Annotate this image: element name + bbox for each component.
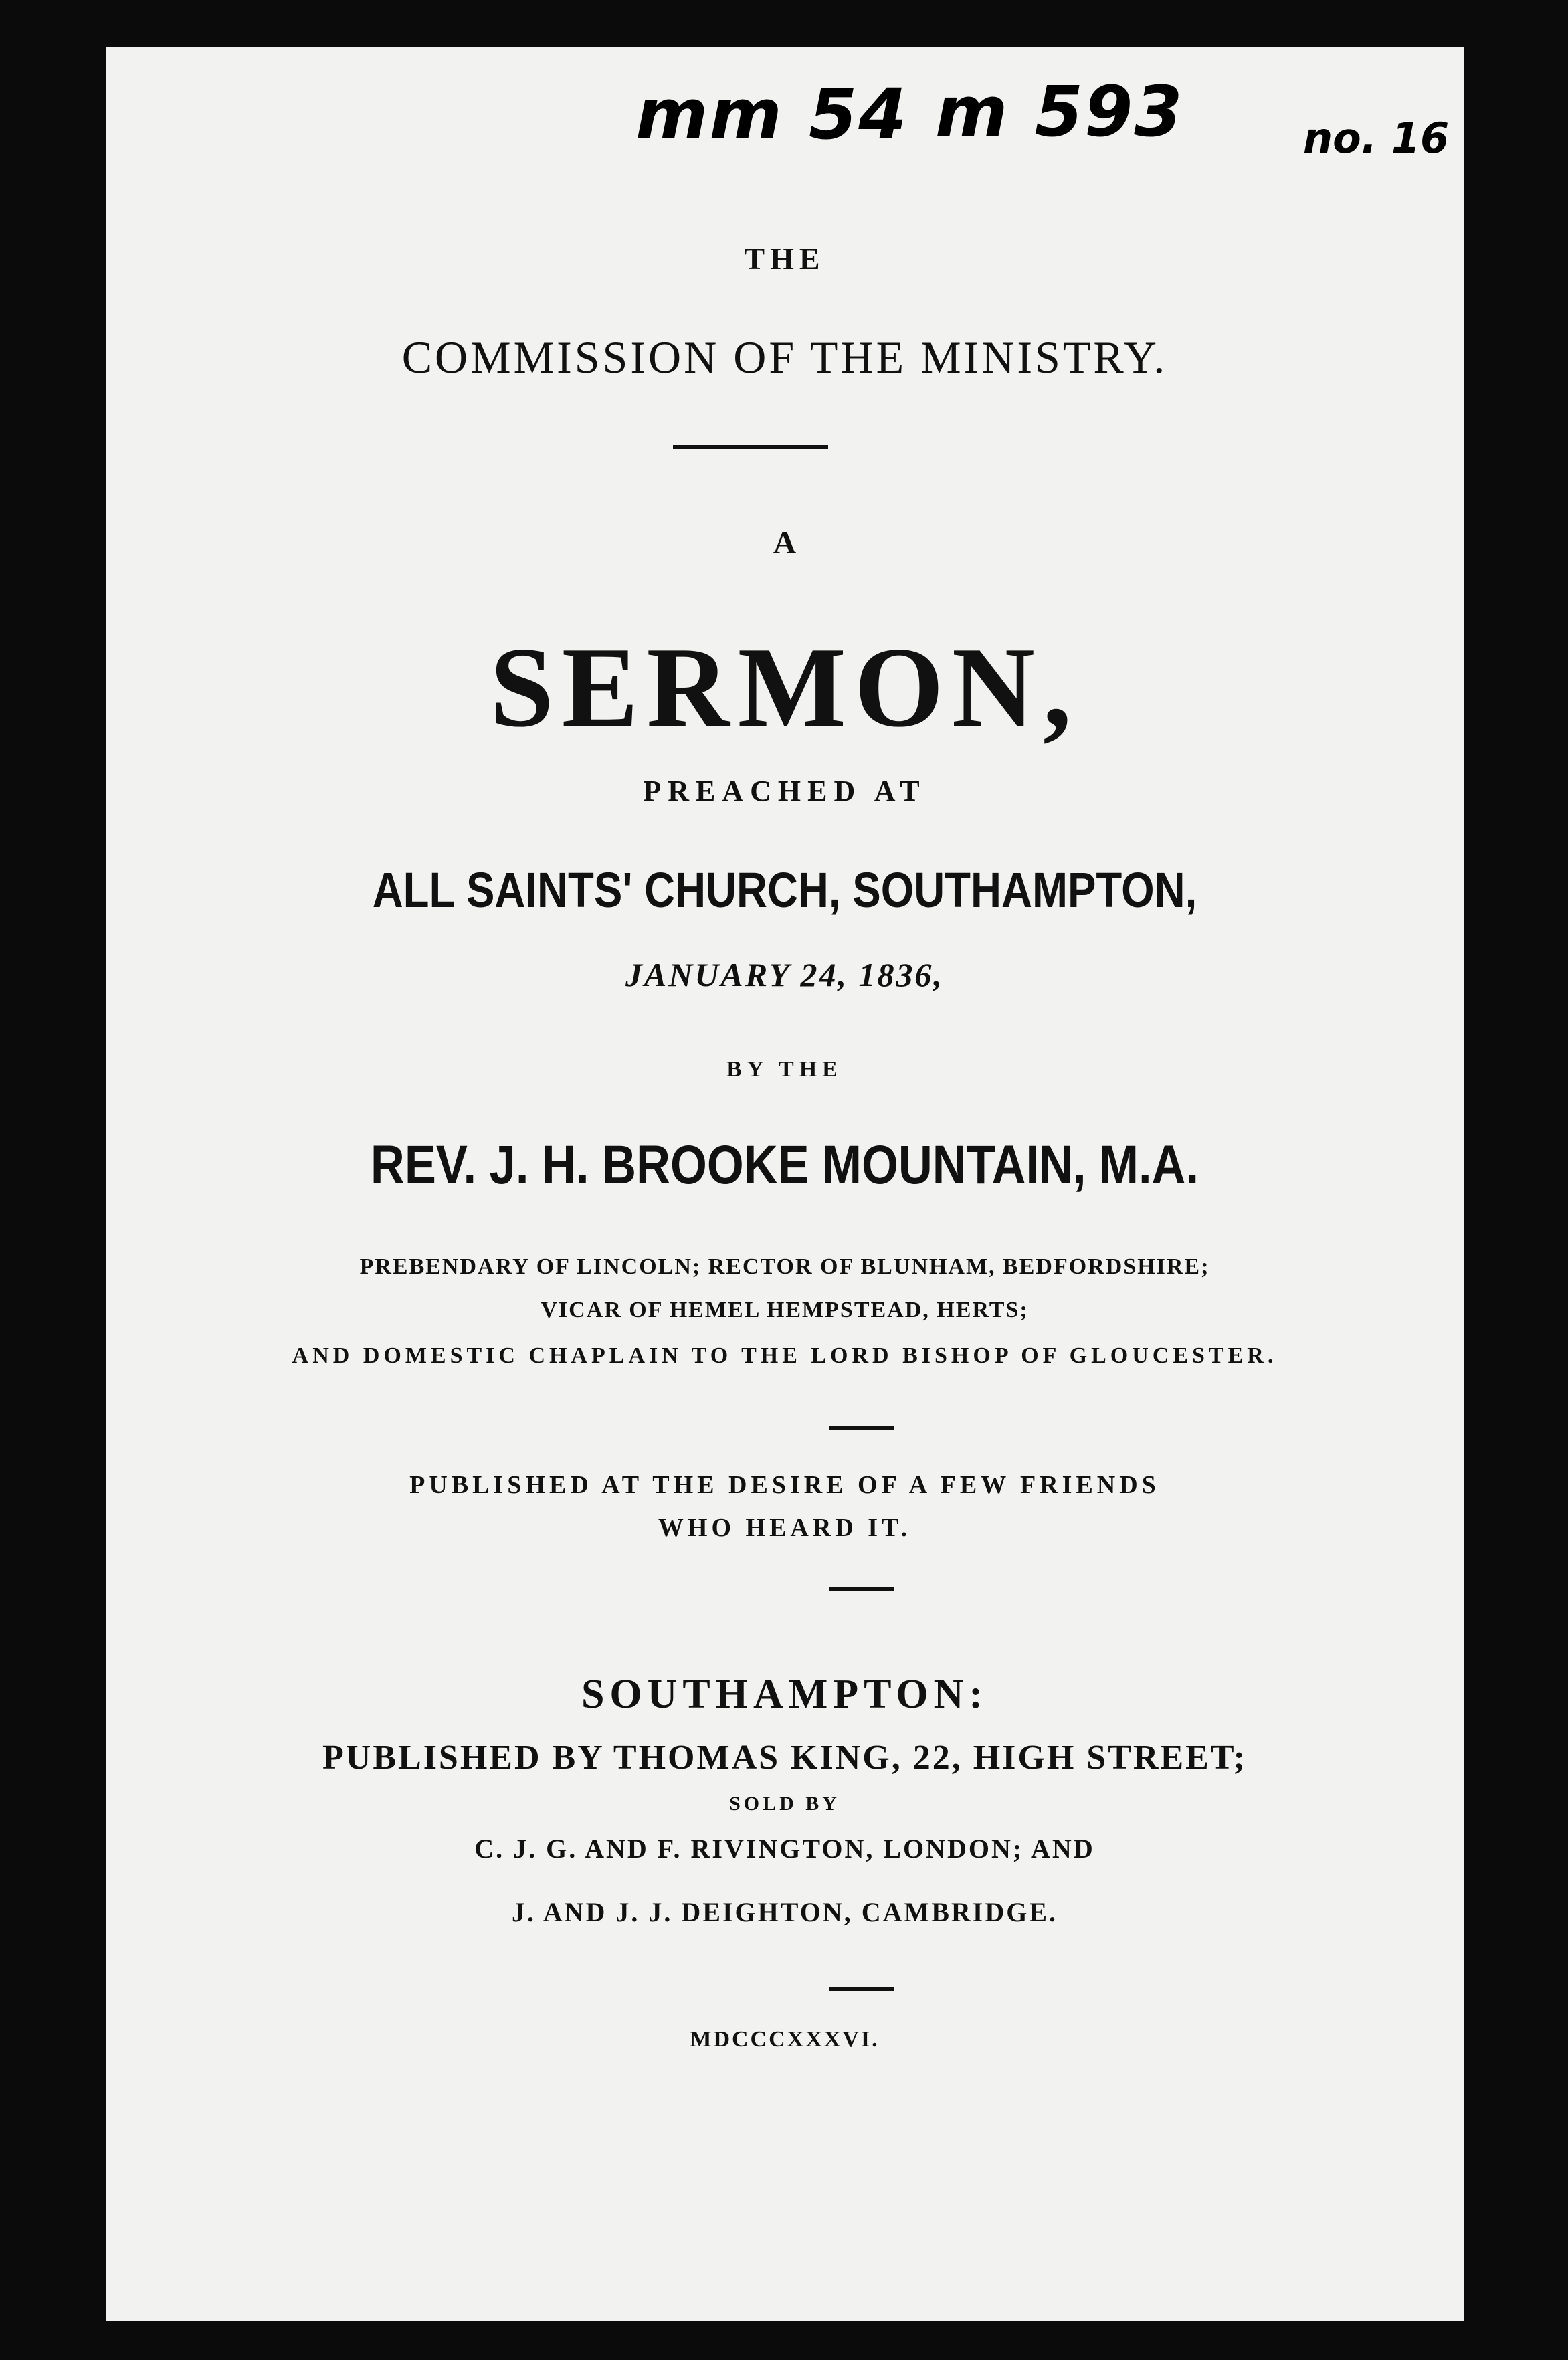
title-the: THE (744, 241, 825, 276)
sermon-date: JANUARY 24, 1836, (625, 956, 945, 993)
published-note-line-2: WHO HEARD IT. (658, 1514, 912, 1542)
document-page (106, 47, 1464, 2321)
page-title: COMMISSION OF THE MINISTRY. (401, 332, 1168, 383)
credential-line-2: VICAR OF HEMEL HEMPSTEAD, HERTS; (541, 1298, 1029, 1322)
author-name: REV. J. H. BROOKE MOUNTAIN, M.A. (370, 1135, 1199, 1195)
church-name: ALL SAINTS' CHURCH, SOUTHAMPTON, (372, 862, 1197, 918)
divider-rule (829, 1587, 894, 1591)
handwritten-catalog-left: mm 54 (635, 74, 908, 155)
publisher-line: PUBLISHED BY THOMAS KING, 22, HIGH STREET; (322, 1739, 1247, 1777)
sold-by: SOLD BY (729, 1793, 840, 1815)
article-a: A (773, 525, 797, 561)
by-the: BY THE (726, 1057, 843, 1082)
bleed-through-shadow (320, 421, 1390, 502)
preached-at: PREACHED AT (643, 775, 926, 807)
credential-line-1: PREBENDARY OF LINCOLN; RECTOR OF BLUNHAM, BEDFORDSHIRE; (359, 1254, 1210, 1279)
handwritten-number: no. 16 (1303, 114, 1450, 163)
publication-place: SOUTHAMPTON: (581, 1672, 989, 1717)
sermon-heading: SERMON, (490, 624, 1080, 751)
handwritten-catalog-right: m 593 (935, 71, 1184, 153)
publication-year: MDCCCXXXVI. (690, 2027, 880, 2052)
credential-line-3: AND DOMESTIC CHAPLAIN TO THE LORD BISHOP OF GLOUCESTER. (292, 1343, 1278, 1368)
divider-rule (829, 1987, 894, 1991)
divider-rule (829, 1426, 894, 1430)
divider-rule (673, 445, 828, 449)
seller-line-2: J. AND J. J. DEIGHTON, CAMBRIDGE. (511, 1897, 1058, 1927)
seller-line-1: C. J. G. AND F. RIVINGTON, LONDON; AND (474, 1834, 1095, 1864)
published-note-line-1: PUBLISHED AT THE DESIRE OF A FEW FRIENDS (409, 1471, 1160, 1499)
